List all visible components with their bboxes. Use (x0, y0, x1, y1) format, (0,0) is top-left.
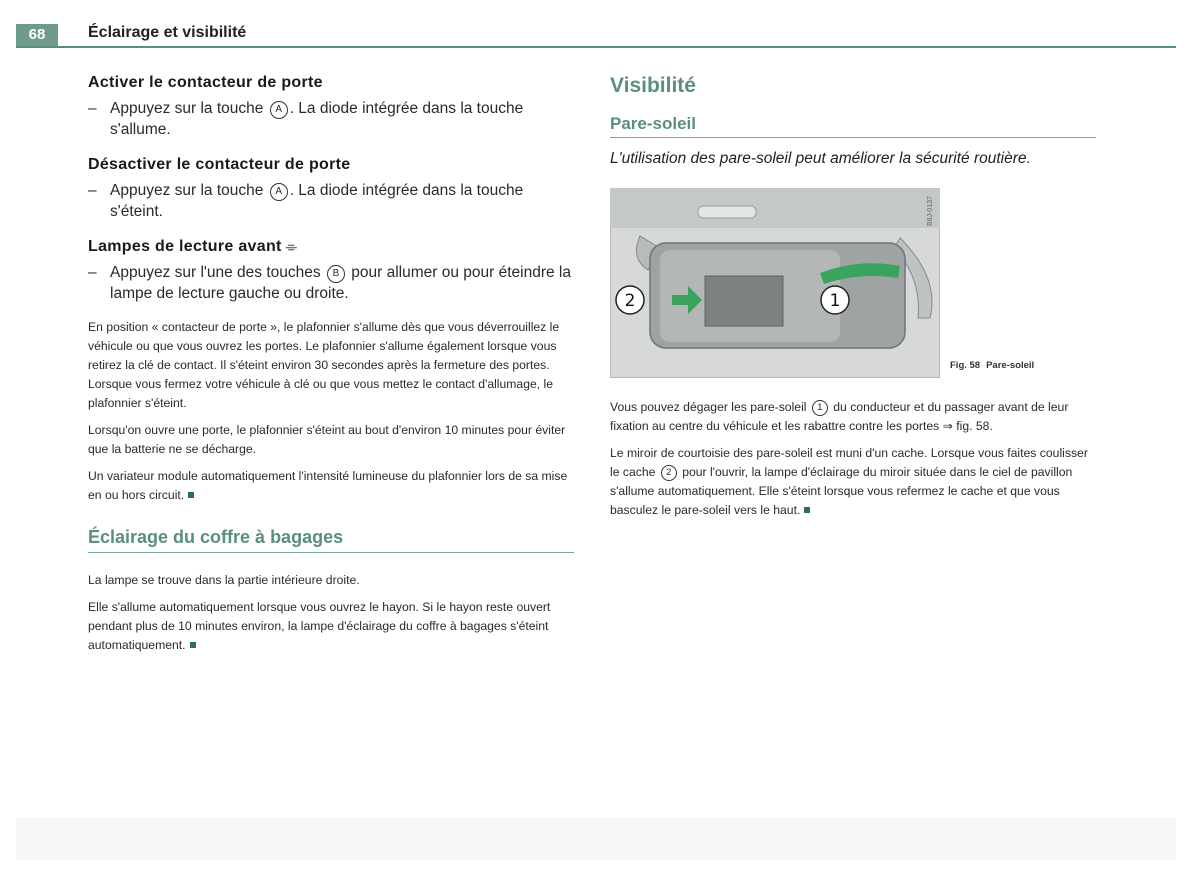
key-a-icon: A (270, 183, 288, 201)
section-end-mark (188, 492, 194, 498)
sun-visor-illustration (610, 188, 940, 378)
instruction-deactivate (88, 180, 574, 222)
callout-2: 2 (624, 291, 636, 311)
dash-marker: – (88, 264, 97, 281)
heading-activate-door-contact: Activer le contacteur de porte (88, 74, 323, 91)
page-bottom-band (16, 818, 1176, 860)
paragraph-battery: Lorsqu'on ouvre une porte, le plafonnier s'éteint au bout d'environ 10 minutes pour éviter que la batterie ne se décharge. (88, 423, 566, 456)
header-rule (16, 46, 1176, 48)
figure-caption (950, 360, 1034, 371)
intro-sun-visor: L'utilisation des pare-soleil peut améliorer la sécurité routière. (610, 150, 1031, 167)
heading-reading-lamps (88, 238, 574, 256)
key-a-icon: A (270, 101, 288, 119)
callout-1: 1 (829, 291, 841, 311)
paragraph-dimmer-text: Un variateur module automatiquement l'intensité lumineuse du plafonnier lors de sa mise en ou hors circuit. (88, 469, 568, 502)
instruction-text-pre: Appuyez sur l'une des touches (110, 264, 321, 281)
section-title-trunk-lighting: Éclairage du coffre à bagages (88, 527, 574, 553)
paragraph-release-pre: Vous pouvez dégager les pare-soleil (610, 400, 807, 414)
paragraph-dimmer (88, 467, 574, 505)
paragraph-door-contact: En position « contacteur de porte », le plafonnier s'allume dès que vous déverrouillez le véhicule ou que vous ouvrez les portes. Le plafonnier s'allume également lorsque vous retirez la clé de contact. Il s'éteint environ 30 secondes après la fermeture des portes. Lorsque vous fermez votre véhicule à clé ou que vous mettez le contact d'allumage, le plafonnier s'éteint. (88, 320, 560, 410)
paragraph-release-post: du conducteur et du passager avant de leur fixation au centre du véhicule et les rabattre contre les portes ⇒ fig. 58. (610, 400, 1069, 433)
figure-caption-label: Fig. 58 (950, 360, 981, 371)
callout-1-ref: 1 (812, 400, 828, 416)
sun-visor-figure (610, 188, 940, 378)
instruction-text-post: . La diode intégrée dans la touche s'éteint. (110, 182, 524, 220)
paragraph-trunk-auto (88, 598, 574, 655)
instruction-activate (88, 98, 574, 140)
subsection-title-sun-visor: Pare-soleil (610, 114, 1096, 138)
figure-code: B8J-0137 (927, 196, 934, 226)
heading-reading-lamps-text: Lampes de lecture avant (88, 238, 282, 255)
section-end-mark (190, 642, 196, 648)
instruction-text-post: . La diode intégrée dans la touche s'allume. (110, 100, 524, 138)
reading-lamp-icon: ⌯ (285, 238, 298, 254)
paragraph-vanity-mirror (610, 444, 1096, 520)
right-column (610, 74, 1096, 528)
instruction-text-post: pour allumer ou pour éteindre la lampe de lecture gauche ou droite. (110, 264, 571, 302)
instruction-reading-lamps (88, 262, 574, 304)
section-title-visibility: Visibilité (610, 74, 696, 97)
left-column (88, 74, 574, 663)
key-b-icon: B (327, 265, 345, 283)
paragraph-mirror-pre: Le miroir de courtoisie des pare-soleil est muni d'un cache. Lorsque vous faites coulisser le cache (610, 446, 1088, 479)
paragraph-sun-visor-release (610, 398, 1096, 436)
page-number: 68 (16, 24, 58, 46)
dash-marker: – (88, 100, 97, 117)
chapter-title: Éclairage et visibilité (88, 24, 247, 41)
paragraph-mirror-post: pour l'ouvrir, la lampe d'éclairage du miroir située dans le ciel de pavillon s'allume automatiquement. Elle s'éteint lorsque vous refermez le cache et que vous basculez le pare-soleil vers le haut. (610, 465, 1073, 517)
paragraph-trunk-auto-text: Elle s'allume automatiquement lorsque vous ouvrez le hayon. Si le hayon reste ouvert pendant plus de 10 minutes environ, la lampe d'éclairage du coffre à bagages s'éteint automatiquement. (88, 600, 551, 652)
figure-row (610, 188, 1096, 388)
dash-marker: – (88, 182, 97, 199)
callout-2-ref: 2 (661, 465, 677, 481)
figure-caption-text: Pare-soleil (986, 360, 1035, 371)
page-header (0, 0, 1200, 50)
paragraph-trunk-location: La lampe se trouve dans la partie intérieure droite. (88, 573, 360, 587)
heading-deactivate-door-contact: Désactiver le contacteur de porte (88, 156, 351, 173)
instruction-text-pre: Appuyez sur la touche (110, 182, 264, 199)
section-end-mark (804, 507, 810, 513)
instruction-text-pre: Appuyez sur la touche (110, 100, 264, 117)
